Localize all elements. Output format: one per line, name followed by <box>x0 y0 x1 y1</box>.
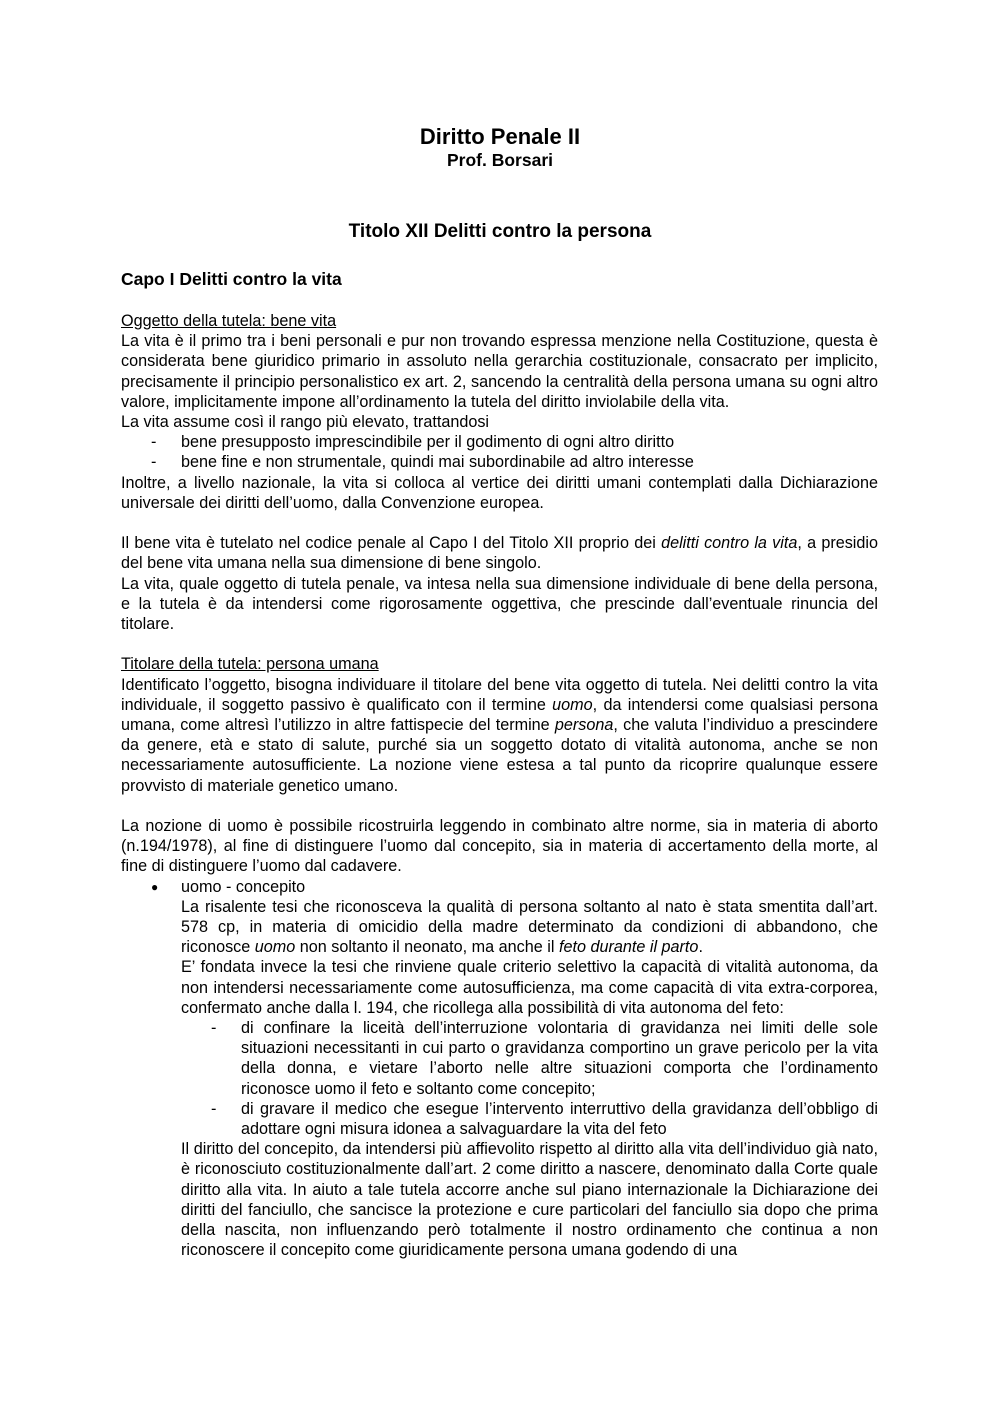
bullet-list <box>121 877 878 1261</box>
list-item <box>121 452 878 472</box>
title-block <box>0 124 1000 171</box>
list-item <box>121 432 878 452</box>
paragraph: Il bene vita è tutelato nel codice penale al Capo I del Titolo XII proprio dei delitti contro la vita, a presidio del bene vita umana nella sua dimensione di bene singolo. <box>121 534 879 573</box>
emphasis: persona <box>554 716 614 735</box>
dash-marker: - <box>151 433 157 452</box>
sub-list-item <box>181 1018 878 1099</box>
paragraph: La vita assume così il rango più elevato, trattandosi <box>121 413 490 432</box>
paragraph: La vita, quale oggetto di tutela penale, va intesa nella sua dimensione individuale di bene della persona, e la tutela è da intendersi come rigorosamente oggettiva, che prescinde dall’eventuale rinuncia del titolare. <box>121 574 878 634</box>
sub-list-item-text: di confinare la liceità dell’interruzione volontaria di gravidanza nei limiti delle sole situazioni necessitanti in cui parto o gravidanza comportino un grave pericolo per la vita della donna, e vietare l’aborto nelle altre situazioni comporta che l’ordinamento riconosce uomo il feto e soltanto come concepito; <box>241 1019 878 1098</box>
paragraph: La nozione di uomo è possibile ricostruirla leggendo in combinato altre norme, sia in materia di aborto (n.194/1978), al fine di distinguere l’uomo dal concepito, sia in materia di accertamento della morte, al fine di distinguere l’uomo dal cadavere. <box>121 817 878 876</box>
bullet-paragraph: La risalente tesi che riconosceva la qualità di persona soltanto al nato è stata smentita dall’art. 578 cp, in materia di omicidio della madre determinato da condizioni di abbandono, che riconosce uomo non soltanto il neonato, ma anche il feto durante il parto. <box>181 897 878 957</box>
list-item-text: bene presupposto imprescindibile per il godimento di ogni altro diritto <box>181 433 675 452</box>
paragraph: La vita è il primo tra i beni personali e pur non trovando espressa menzione nella Costituzione, questa è considerata bene giuridico primario in assoluto nella gerarchia costituzionale, consacrato per implicito, precisamente il principio personalistico ex art. 2, sancendo la centralità della persona umana su ogni altro valore, implicitamente impone all’ordinamento la tutela del diritto inviolabile della vita. <box>121 332 878 411</box>
section-heading-titolare: Titolare della tutela: persona umana <box>121 655 379 674</box>
bullet-paragraph: E’ fondata invece la tesi che rinviene quale criterio selettivo la capacità di vitalità autonoma, da non intendersi necessariamente come autosufficienza, ma come capacità di vita extra-corporea, confermato anche dalla l. 194, che ricollega alla possibilità di vita autonoma del feto: <box>181 958 878 1017</box>
dash-list <box>121 432 878 472</box>
dash-marker: - <box>211 1099 217 1118</box>
paragraph: Identificato l’oggetto, bisogna individuare il titolare del bene vita oggetto di tutela. Nei delitti contro la vita individuale, il soggetto passivo è qualificato con il termine uomo, da intendersi come qualsiasi persona umana, come altresì l’utilizzo in altre fattispecie del termine persona, che valuta l’individuo a prescindere da genere, età e stato di salute, purché sia un soggetto dotato di vitalità autonoma, anche se non necessariamente autosufficiente. La nozione viene estesa a tal punto da ricoprire qualunque essere provvisto di materiale genetico umano. <box>121 675 878 795</box>
sub-list-item-text: di gravare il medico che esegue l’intervento interruttivo della gravidanza dell’obbligo di adottare ogni misura idonea a salvaguardare la vita del feto <box>241 1099 878 1139</box>
bullet-paragraph: Il diritto del concepito, da intendersi più affievolito rispetto al diritto alla vita dell’individuo già nato, è riconosciuto costituzionalmente dall’art. 2 come diritto a nascere, denominato dalla Corte quale diritto alla vita. In aiuto a tale tutela accorre anche sul piano internazionale la Dichiarazione dei diritti del fanciullo, che sancisce la protezione e cure particolari del fanciullo sia dopo che prima della nascita, non influenzando però totalmente il nostro ordinamento che continua a non riconoscere il concepito come giuridicamente persona umana godendo di una <box>181 1140 878 1260</box>
sub-list-item <box>181 1099 878 1139</box>
titolo-heading: Titolo XII Delitti contro la persona <box>348 221 652 242</box>
list-item-text: bene fine e non strumentale, quindi mai subordinabile ad altro interesse <box>181 453 694 472</box>
section-heading-oggetto: Oggetto della tutela: bene vita <box>121 312 337 330</box>
emphasis: feto durante il parto <box>558 938 699 957</box>
professor-name: Prof. Borsari <box>447 150 553 170</box>
emphasis: uomo <box>254 938 296 957</box>
document-body <box>121 311 878 1261</box>
emphasis: uomo <box>552 695 593 714</box>
bullet-item <box>121 877 878 1261</box>
dash-marker: - <box>211 1019 217 1038</box>
emphasis: delitti contro la vita <box>661 534 798 553</box>
paragraph: Inoltre, a livello nazionale, la vita si colloca al vertice dei diritti umani contemplati dalla Dichiarazione universale dei diritti dell’uomo, dalla Convenzione europea. <box>121 473 878 512</box>
bullet-marker: ● <box>151 879 159 894</box>
sub-list <box>181 1018 878 1139</box>
capo-heading: Capo I Delitti contro la vita <box>121 269 342 289</box>
bullet-label: uomo - concepito <box>181 877 306 896</box>
document-title: Diritto Penale II <box>419 124 581 149</box>
dash-marker: - <box>151 453 157 472</box>
